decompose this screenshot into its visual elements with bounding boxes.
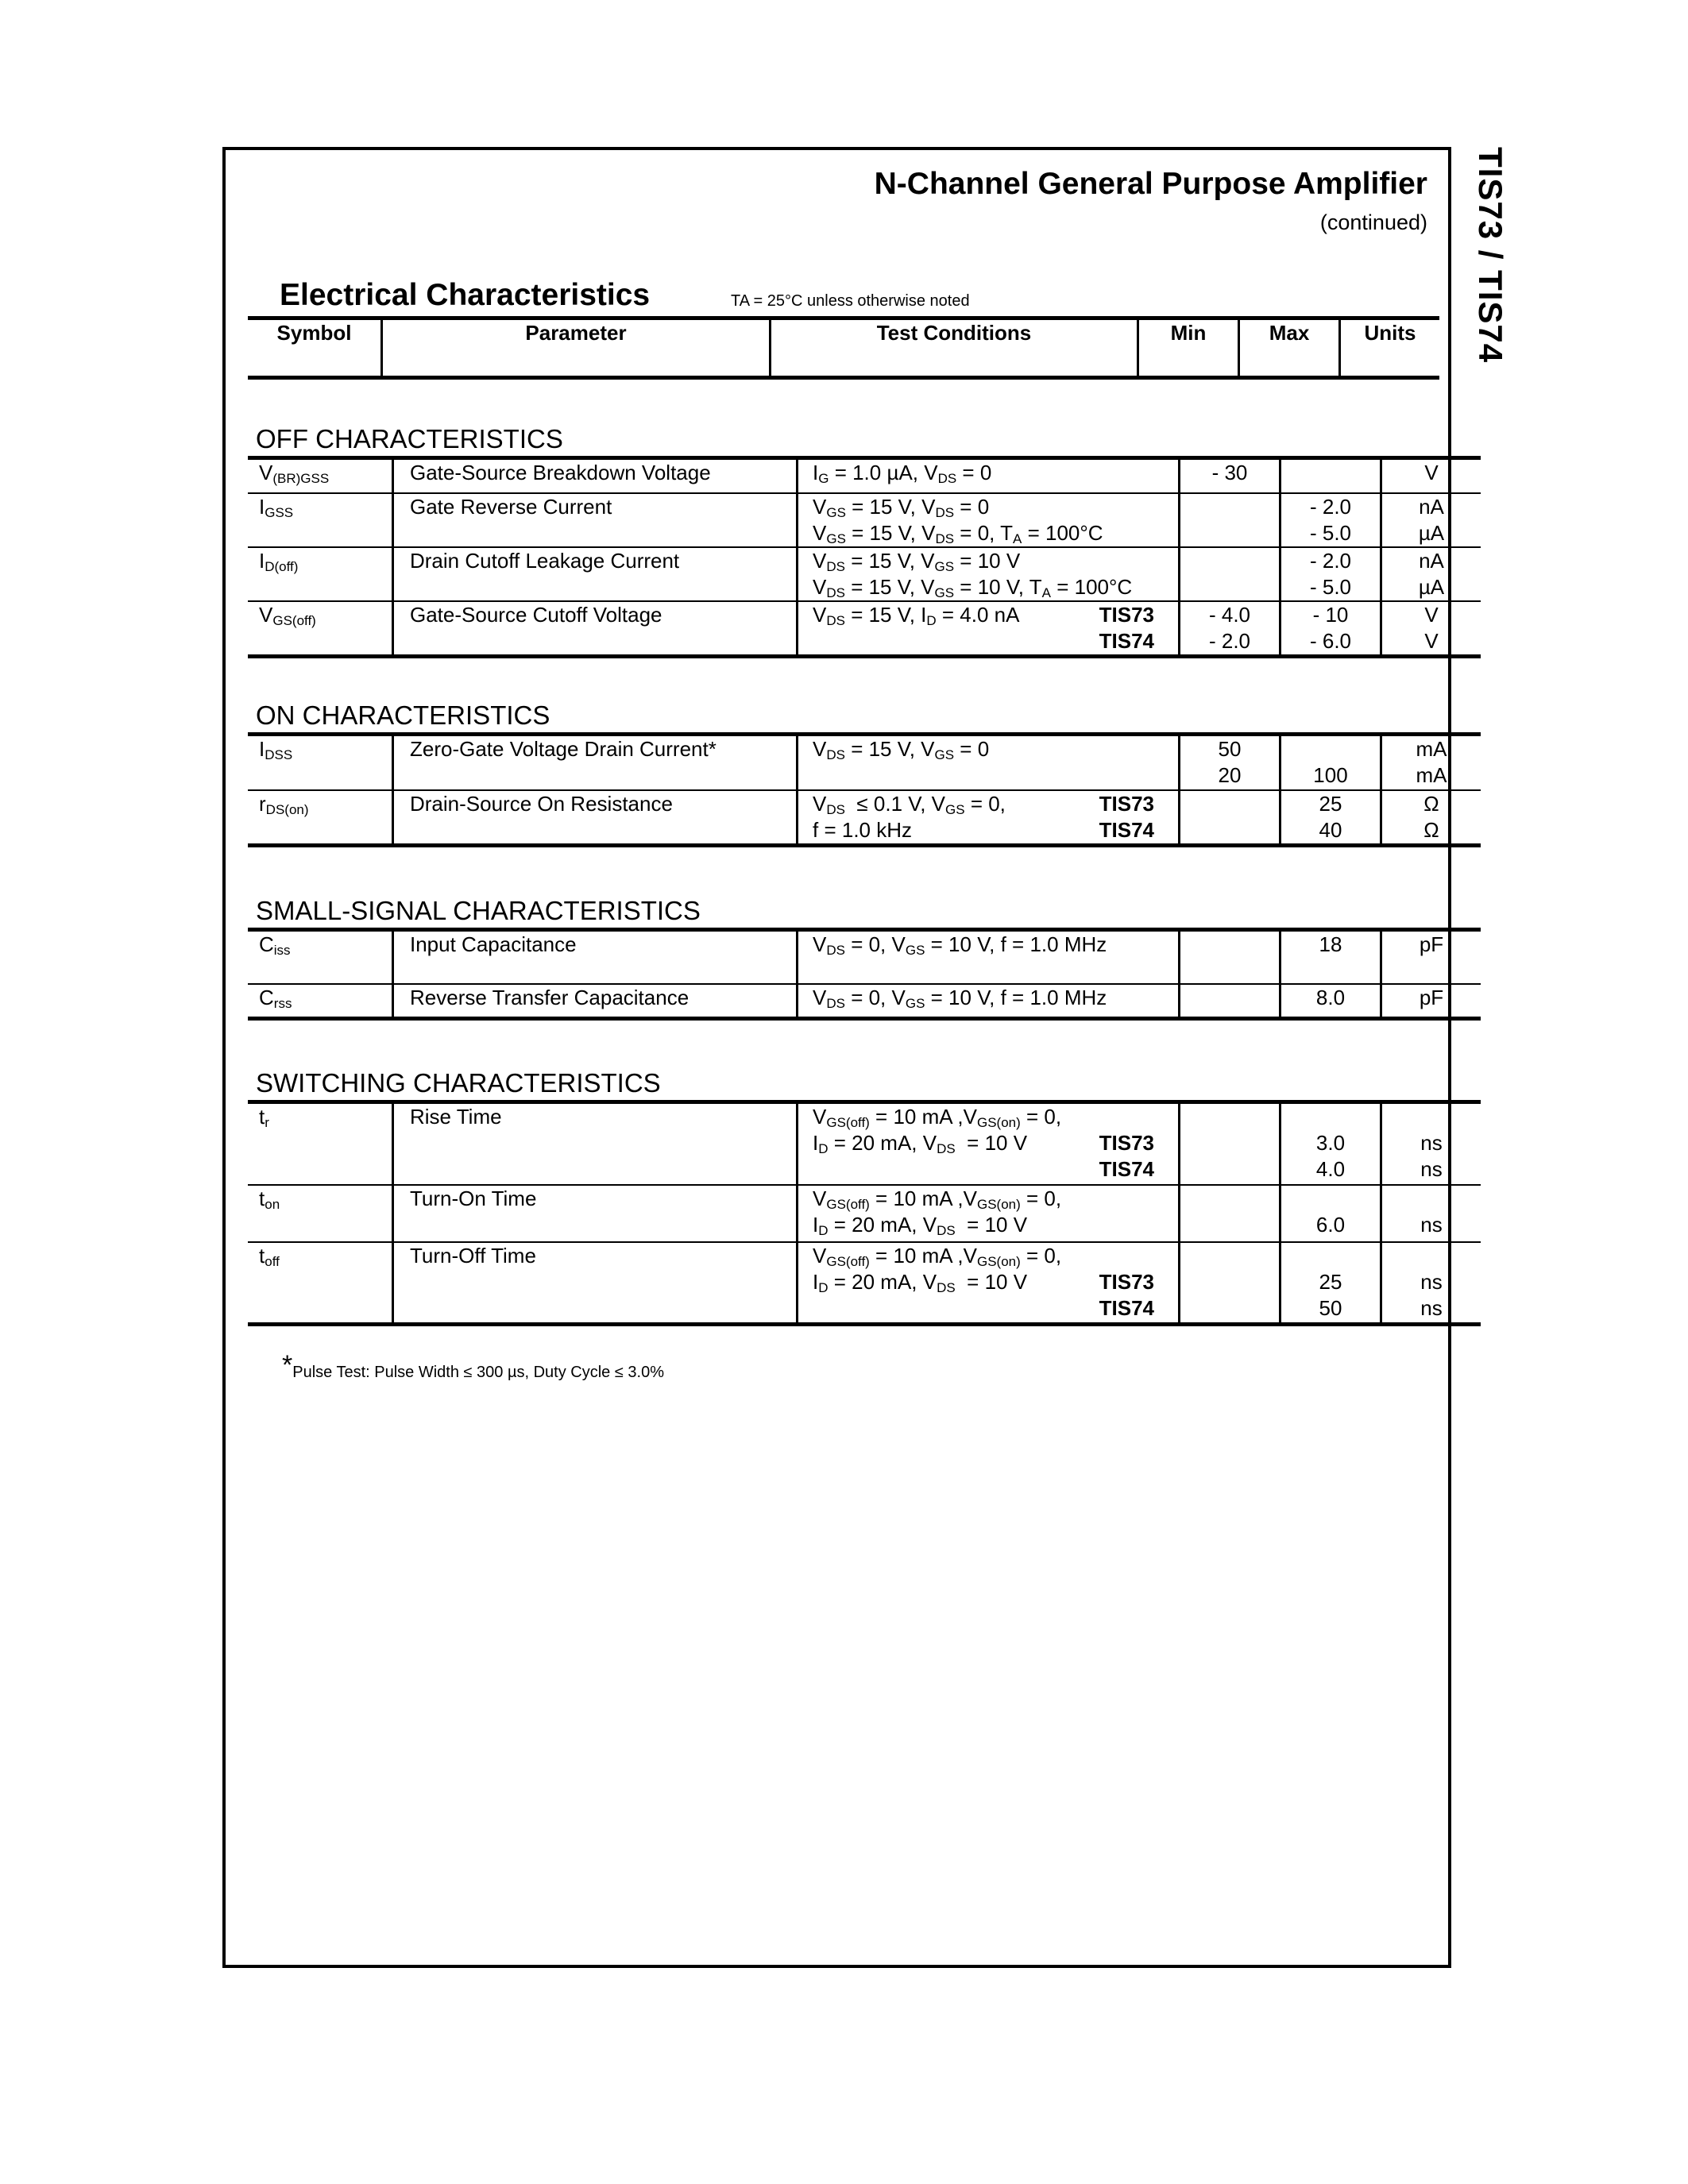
device-label: TIS73 <box>1099 1131 1154 1155</box>
units: ns <box>1381 1185 1481 1242</box>
col-symbol: Symbol <box>248 318 382 378</box>
max-value: - 2.0 - 5.0 <box>1280 493 1381 547</box>
test-condition: $V_{DS} = 0$, $V_{GS} = 10$ V, f = 1.0 MHz <box>798 930 1180 984</box>
min-value <box>1180 1185 1280 1242</box>
test-condition: $V_{GS(off)} = 10$ mA $,V_{GS(on)} = 0$, $I_D = 20$ mA, $V_{DS} = 10$ V TIS73 TIS74 <box>798 1102 1180 1185</box>
symbol: $V_{GS(off)}$ <box>248 601 393 657</box>
device-label: TIS73 <box>1099 791 1154 816</box>
table-row <box>248 601 1481 657</box>
symbol: $C_{rss}$ <box>248 984 393 1019</box>
min-value <box>1180 1242 1280 1325</box>
on-heading: ON CHARACTERISTICS <box>256 700 550 730</box>
min-value: - 4.0 - 2.0 <box>1180 601 1280 657</box>
col-parameter: Parameter <box>382 318 771 378</box>
device-label: TIS74 <box>1099 628 1154 653</box>
symbol: $I_{GSS}$ <box>248 493 393 547</box>
table-row <box>248 1185 1481 1242</box>
on-table <box>248 732 1481 847</box>
col-max: Max <box>1239 318 1340 378</box>
units: nA µA <box>1381 547 1481 601</box>
max-value: 25 50 <box>1280 1242 1381 1325</box>
parameter: Turn-Off Time <box>393 1242 798 1325</box>
table-row <box>248 493 1481 547</box>
switching-table <box>248 1100 1481 1326</box>
col-test-conditions: Test Conditions <box>771 318 1138 378</box>
test-condition: $V_{GS} = 15$ V, $V_{DS} = 0$ $V_{GS} = 15$ V, $V_{DS} = 0$, $T_A = 100^\circ C$ <box>798 493 1180 547</box>
column-header <box>248 316 1439 380</box>
min-value <box>1180 493 1280 547</box>
units: ns ns <box>1381 1242 1481 1325</box>
footnote-text: Pulse Test: Pulse Width ≤ 300 µs, Duty Cycle ≤ 3.0% <box>292 1364 664 1381</box>
table-row <box>248 458 1481 493</box>
min-value <box>1180 1102 1280 1185</box>
device-label: TIS74 <box>1099 817 1154 842</box>
small-signal-table <box>248 928 1481 1021</box>
min-value <box>1180 547 1280 601</box>
parameter: Reverse Transfer Capacitance <box>393 984 798 1019</box>
max-value: 100 <box>1280 735 1381 790</box>
test-condition: $V_{DS} \le 0.1$ V, $V_{GS} = 0$, f = 1.0 kHz TIS73 TIS74 <box>798 790 1180 846</box>
units: V <box>1381 458 1481 493</box>
max-value: 25 40 <box>1280 790 1381 846</box>
symbol: $I_{DSS}$ <box>248 735 393 790</box>
parameter: Gate-Source Cutoff Voltage <box>393 601 798 657</box>
max-value: - 10 - 6.0 <box>1280 601 1381 657</box>
units: pF <box>1381 984 1481 1019</box>
device-label: TIS74 <box>1099 1157 1154 1181</box>
symbol: $t_{on}$ <box>248 1185 393 1242</box>
units: V V <box>1381 601 1481 657</box>
parameter: Input Capacitance <box>393 930 798 984</box>
section-title: Electrical Characteristics <box>280 278 651 312</box>
parameter: Drain Cutoff Leakage Current <box>393 547 798 601</box>
parameter: Gate Reverse Current <box>393 493 798 547</box>
symbol: $t_{off}$ <box>248 1242 393 1325</box>
test-condition: $I_G = 1.0$ µA, $V_{DS} = 0$ <box>798 458 1180 493</box>
test-condition: $V_{GS(off)} = 10$ mA $,V_{GS(on)} = 0$, $I_D = 20$ mA, $V_{DS} = 10$ V TIS73 TIS74 <box>798 1242 1180 1325</box>
table-row <box>248 790 1481 846</box>
off-heading: OFF CHARACTERISTICS <box>256 424 563 453</box>
small-signal-heading: SMALL-SIGNAL CHARACTERISTICS <box>256 896 701 925</box>
table-row <box>248 1102 1481 1185</box>
test-condition: $V_{DS} = 15$ V, $V_{GS} = 10$ V $V_{DS} = 15$ V, $V_{GS} = 10$ V, $T_A = 100^\circ C$ <box>798 547 1180 601</box>
test-condition: $V_{DS} = 0$, $V_{GS} = 10$ V, f = 1.0 MHz <box>798 984 1180 1019</box>
max-value <box>1280 458 1381 493</box>
max-value: 8.0 <box>1280 984 1381 1019</box>
symbol: $t_r$ <box>248 1102 393 1185</box>
max-value: 6.0 <box>1280 1185 1381 1242</box>
max-value: - 2.0 - 5.0 <box>1280 547 1381 601</box>
min-value: - 30 <box>1180 458 1280 493</box>
test-condition: $V_{DS} = 15$ V, $I_D = 4.0$ nA TIS73 TIS74 <box>798 601 1180 657</box>
continued-note: (continued) <box>1319 210 1427 234</box>
col-units: Units <box>1340 318 1440 378</box>
device-label: TIS73 <box>1099 1269 1154 1294</box>
off-table <box>248 456 1481 658</box>
parameter: Drain-Source On Resistance <box>393 790 798 846</box>
table-row <box>248 1242 1481 1325</box>
min-value <box>1180 984 1280 1019</box>
col-min: Min <box>1138 318 1239 378</box>
units: Ω Ω <box>1381 790 1481 846</box>
device-label: TIS73 <box>1099 602 1154 627</box>
parameter: Turn-On Time <box>393 1185 798 1242</box>
table-row <box>248 984 1481 1019</box>
min-value <box>1180 790 1280 846</box>
test-condition: $V_{DS} = 15$ V, $V_{GS} = 0$ <box>798 735 1180 790</box>
table-row <box>248 547 1481 601</box>
symbol: $I_{D(off)}$ <box>248 547 393 601</box>
device-label: TIS74 <box>1099 1295 1154 1320</box>
symbol: $C_{iss}$ <box>248 930 393 984</box>
page-frame <box>222 147 1451 1968</box>
test-condition: $V_{GS(off)} = 10$ mA $,V_{GS(on)} = 0$, $I_D = 20$ mA, $V_{DS} = 10$ V <box>798 1185 1180 1242</box>
table-row <box>248 930 1481 984</box>
max-value: 18 <box>1280 930 1381 984</box>
max-value: 3.0 4.0 <box>1280 1102 1381 1185</box>
units: mA mA <box>1381 735 1481 790</box>
units: pF <box>1381 930 1481 984</box>
symbol: $V_{(BR)GSS}$ <box>248 458 393 493</box>
parameter: Zero-Gate Voltage Drain Current* <box>393 735 798 790</box>
parameter: Gate-Source Breakdown Voltage <box>393 458 798 493</box>
table-row <box>248 735 1481 790</box>
units: nA µA <box>1381 493 1481 547</box>
units: ns ns <box>1381 1102 1481 1185</box>
parameter: Rise Time <box>393 1102 798 1185</box>
footnote-star: * <box>282 1350 293 1380</box>
switching-heading: SWITCHING CHARACTERISTICS <box>256 1068 661 1098</box>
part-number-side-label: TIS73 / TIS74 <box>1472 147 1509 364</box>
footnote <box>282 1350 664 1382</box>
min-value: 50 20 <box>1180 735 1280 790</box>
page-title: N-Channel General Purpose Amplifier <box>874 167 1427 201</box>
min-value <box>1180 930 1280 984</box>
symbol: $r_{DS(on)}$ <box>248 790 393 846</box>
ta-note: TA = 25°C unless otherwise noted <box>731 292 970 310</box>
